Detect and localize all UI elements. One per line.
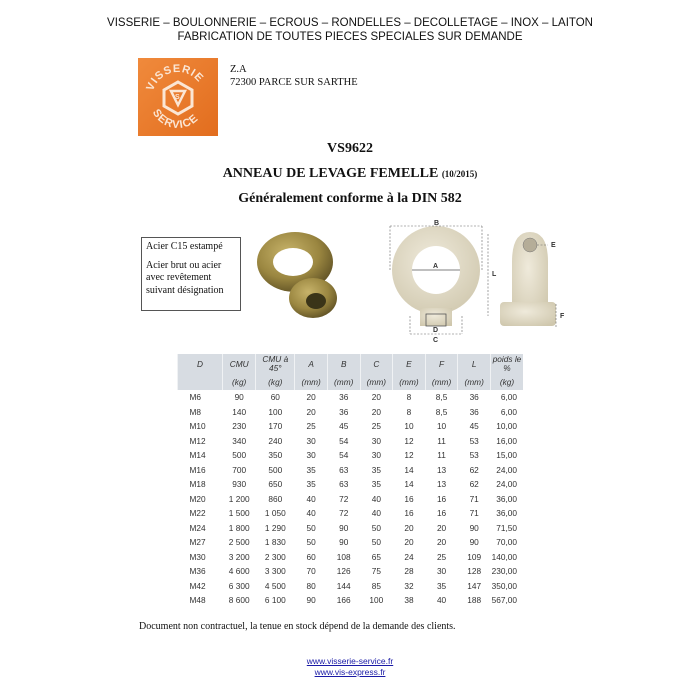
col-unit — [178, 374, 223, 390]
table-cell: 930 — [232, 479, 247, 490]
table-cell: M20 — [189, 493, 206, 504]
table-cell: 54 — [339, 435, 349, 446]
table-row — [178, 535, 524, 550]
table-cell: 90 — [469, 537, 479, 548]
table-cell: M42 — [189, 580, 206, 591]
svg-text:SERVICE: SERVICE — [149, 107, 201, 132]
table-cell: 70 — [306, 566, 316, 577]
table-cell: 90 — [339, 522, 349, 533]
table-row — [178, 448, 524, 463]
table-cell: 8 600 — [228, 595, 250, 606]
table-cell: M30 — [189, 551, 206, 562]
table-cell: 70,00 — [496, 537, 517, 548]
specifications-table — [177, 354, 523, 608]
table-cell: 1 830 — [264, 537, 286, 548]
table-cell: 1 200 — [228, 493, 250, 504]
table-cell: 11 — [437, 435, 446, 446]
table-cell: 14 — [404, 479, 414, 490]
table-cell: M27 — [189, 537, 206, 548]
table-cell: 38 — [404, 595, 414, 606]
table-cell: 50 — [371, 537, 381, 548]
visserie-service-logo-icon — [138, 58, 218, 136]
header-line-1: VISSERIE – BOULONNERIE – ECROUS – RONDELLES – DECOLLETAGE – INOX – LAITON — [107, 17, 593, 29]
table-cell: 36,00 — [496, 493, 517, 504]
table-cell: 60 — [306, 551, 316, 562]
table-header-row — [178, 354, 524, 374]
svg-text:D: D — [433, 327, 439, 334]
table-cell: 8,5 — [435, 392, 448, 403]
table-cell: 8 — [406, 392, 412, 403]
table-row — [178, 550, 524, 565]
table-cell: 36 — [339, 392, 349, 403]
table-row — [178, 593, 524, 608]
table-cell: 12 — [404, 450, 414, 461]
table-cell: 24,00 — [496, 479, 517, 490]
table-cell: 45 — [469, 421, 479, 432]
table-cell: 90 — [234, 392, 244, 403]
table-row — [178, 506, 524, 521]
col-header: D — [178, 354, 223, 374]
table-cell: 85 — [371, 580, 381, 591]
table-cell: 860 — [268, 493, 283, 504]
table-cell: 36 — [339, 406, 349, 417]
material-line-2: Acier brut ou acier avec revêtement suivant désignation — [146, 259, 224, 296]
table-cell: 13 — [436, 464, 447, 475]
product-name-text: ANNEAU DE LEVAGE FEMELLE — [222, 166, 439, 181]
table-cell: 35 — [436, 580, 447, 591]
table-cell: 50 — [371, 522, 381, 533]
table-cell: 35 — [306, 464, 316, 475]
table-cell: 20 — [436, 522, 447, 533]
table-cell: 62 — [469, 464, 479, 475]
dimension-drawing — [370, 212, 580, 342]
table-cell: 25 — [306, 421, 316, 432]
table-cell: 25 — [436, 551, 447, 562]
table-cell: 3 200 — [228, 551, 250, 562]
table-cell: 36 — [469, 392, 479, 403]
table-cell: M14 — [189, 450, 206, 461]
footer-links — [0, 656, 700, 677]
table-cell: 30 — [306, 450, 316, 461]
table-cell: 14 — [404, 464, 414, 475]
col-unit: (mm) — [295, 374, 328, 390]
table-cell: 109 — [467, 551, 482, 562]
col-unit: (mm) — [458, 374, 491, 390]
table-cell: 188 — [467, 595, 482, 606]
table-cell: 567,00 — [491, 595, 517, 606]
table-row — [178, 434, 524, 449]
table-cell: 75 — [371, 566, 381, 577]
table-cell: 25 — [371, 421, 381, 432]
table-cell: 140,00 — [491, 551, 517, 562]
col-unit: (mm) — [393, 374, 426, 390]
table-cell: 71 — [469, 508, 479, 519]
table-cell: M48 — [189, 595, 206, 606]
table-cell: 90 — [339, 537, 349, 548]
table-cell: 12 — [404, 435, 414, 446]
table-cell: M12 — [189, 435, 206, 446]
table-cell: 53 — [469, 435, 479, 446]
table-cell: 10 — [404, 421, 414, 432]
table-cell: M36 — [189, 566, 206, 577]
svg-text:E: E — [551, 242, 556, 249]
table-cell: M22 — [189, 508, 206, 519]
table-cell: 6 100 — [264, 595, 286, 606]
table-cell: 166 — [336, 595, 351, 606]
table-cell: 62 — [469, 479, 479, 490]
table-cell: 1 800 — [228, 522, 250, 533]
table-cell: 140 — [232, 406, 247, 417]
table-cell: M18 — [189, 479, 206, 490]
table-cell: 650 — [268, 479, 283, 490]
product-standard: Généralement conforme à la DIN 582 — [238, 191, 462, 206]
col-header: A — [295, 354, 328, 374]
table-cell: 35 — [371, 464, 381, 475]
table-cell: 50 — [306, 522, 316, 533]
col-header: L — [458, 354, 491, 374]
table-units-row — [178, 374, 524, 390]
svg-text:VISSERIE: VISSERIE — [144, 62, 206, 93]
table-cell: 147 — [467, 580, 482, 591]
table-cell: 500 — [232, 450, 247, 461]
table-row — [178, 579, 524, 594]
table-cell: 13 — [436, 479, 447, 490]
table-row — [178, 405, 524, 420]
table-cell: 2 300 — [264, 551, 286, 562]
table-cell: 6,00 — [500, 406, 517, 417]
table-cell: 2 500 — [228, 537, 250, 548]
table-cell: 1 050 — [264, 508, 286, 519]
table-cell: 36,00 — [496, 508, 517, 519]
product-name — [0, 166, 700, 182]
table-cell: 63 — [339, 479, 349, 490]
table-cell: 71,50 — [496, 522, 517, 533]
table-cell: 20 — [404, 537, 414, 548]
table-cell: 20 — [371, 392, 381, 403]
table-cell: 10 — [436, 421, 447, 432]
table-row — [178, 564, 524, 579]
col-unit: (kg) — [491, 374, 524, 390]
disclaimer-note: Document non contractuel, la tenue en stock dépend de la demande des clients. — [139, 621, 456, 632]
col-unit: (kg) — [256, 374, 295, 390]
table-cell: 170 — [268, 421, 283, 432]
svg-text:A: A — [433, 263, 439, 270]
header-line-2: FABRICATION DE TOUTES PIECES SPECIALES SUR DEMANDE — [177, 31, 523, 43]
table-cell: 16 — [436, 493, 447, 504]
table-cell: 32 — [404, 580, 414, 591]
table-cell: 11 — [437, 450, 446, 461]
company-logo — [138, 58, 218, 136]
address-block — [230, 63, 358, 89]
table-cell: 4 500 — [264, 580, 286, 591]
table-cell: 24,00 — [496, 464, 517, 475]
table-cell: M6 — [189, 392, 202, 403]
table-cell: 24 — [404, 551, 414, 562]
product-date: (10/2015) — [441, 169, 478, 179]
table-cell: 16,00 — [496, 435, 517, 446]
table-cell: M8 — [189, 406, 202, 417]
table-cell: 340 — [232, 435, 247, 446]
table-cell: 10,00 — [496, 421, 517, 432]
table-cell: 53 — [469, 450, 479, 461]
table-cell: 20 — [306, 392, 316, 403]
table-cell: 144 — [336, 580, 351, 591]
table-cell: 40 — [371, 508, 381, 519]
table-cell: 128 — [467, 566, 482, 577]
table-cell: 71 — [469, 493, 479, 504]
table-cell: 50 — [306, 537, 316, 548]
table-cell: 8,5 — [435, 406, 448, 417]
table-cell: 350,00 — [491, 580, 517, 591]
table-cell: 16 — [404, 508, 414, 519]
table-cell: 8 — [406, 406, 412, 417]
table-row — [178, 419, 524, 434]
table-cell: 54 — [339, 450, 349, 461]
table-cell: 72 — [339, 493, 349, 504]
table-cell: 40 — [306, 508, 316, 519]
table-cell: 30 — [306, 435, 316, 446]
table-row — [178, 521, 524, 536]
table-cell: 20 — [306, 406, 316, 417]
table-row — [178, 492, 524, 507]
link-visserie-service[interactable]: www.visserie-service.fr — [306, 656, 394, 666]
table-cell: 35 — [371, 479, 381, 490]
svg-text:F: F — [560, 313, 565, 320]
page-header — [0, 16, 700, 44]
table-cell: 16 — [436, 508, 447, 519]
table-cell: 1 290 — [264, 522, 286, 533]
table-cell: 500 — [268, 464, 283, 475]
table-cell: 80 — [306, 580, 316, 591]
col-header: B — [327, 354, 360, 374]
table-cell: 100 — [369, 595, 384, 606]
table-cell: 240 — [268, 435, 283, 446]
eye-nut-photo-icon — [233, 222, 363, 322]
table-cell: 36 — [469, 406, 479, 417]
table-cell: 28 — [404, 566, 414, 577]
link-vis-express[interactable]: www.vis-express.fr — [314, 666, 386, 677]
table-cell: 40 — [371, 493, 381, 504]
table-row — [178, 477, 524, 492]
table-cell: 4 600 — [228, 566, 250, 577]
table-cell: 90 — [306, 595, 316, 606]
address-line-2: 72300 PARCE SUR SARTHE — [230, 77, 358, 88]
table-cell: 350 — [268, 450, 283, 461]
table-cell: 16 — [404, 493, 414, 504]
address-line-1: Z.A — [230, 64, 247, 75]
col-header: F — [425, 354, 458, 374]
table-cell: 700 — [232, 464, 247, 475]
table-cell: 6,00 — [500, 392, 517, 403]
table-cell: 20 — [371, 406, 381, 417]
table-cell: M24 — [189, 522, 206, 533]
table-cell: 20 — [436, 537, 447, 548]
table-cell: 90 — [469, 522, 479, 533]
svg-text:C: C — [433, 337, 439, 342]
table-row — [178, 390, 524, 405]
col-unit: (mm) — [425, 374, 458, 390]
table-cell: 15,00 — [496, 450, 517, 461]
material-box — [141, 237, 241, 311]
table-cell: 3 300 — [264, 566, 286, 577]
col-header: CMU à 45° — [256, 354, 295, 374]
table-cell: 108 — [336, 551, 351, 562]
material-line-1: Acier C15 estampé — [146, 241, 223, 252]
col-header: poids le % — [491, 354, 524, 374]
table-cell: 100 — [268, 406, 283, 417]
col-unit: (kg) — [223, 374, 256, 390]
col-header: CMU — [223, 354, 256, 374]
dimension-diagram-icon — [370, 212, 580, 342]
svg-text:L: L — [492, 271, 497, 278]
table-cell: M10 — [189, 421, 206, 432]
table-cell: 40 — [436, 595, 447, 606]
table-cell: 1 500 — [228, 508, 250, 519]
table-cell: 30 — [371, 450, 381, 461]
table-cell: 230,00 — [491, 566, 517, 577]
table-cell: 35 — [306, 479, 316, 490]
table-cell: 230 — [232, 421, 247, 432]
table-cell: 40 — [306, 493, 316, 504]
table-cell: 20 — [404, 522, 414, 533]
table-cell: M16 — [189, 464, 206, 475]
svg-text:S: S — [175, 94, 180, 101]
table-cell: 6 300 — [228, 580, 250, 591]
table-cell: 45 — [339, 421, 349, 432]
col-header: E — [393, 354, 426, 374]
col-header: C — [360, 354, 393, 374]
table-cell: 63 — [339, 464, 349, 475]
col-unit: (mm) — [327, 374, 360, 390]
svg-text:B: B — [434, 220, 440, 227]
table-cell: 65 — [371, 551, 381, 562]
table-cell: 30 — [371, 435, 381, 446]
product-code: VS9622 — [327, 141, 373, 156]
table-cell: 72 — [339, 508, 349, 519]
table-body — [178, 390, 524, 608]
table-cell: 60 — [270, 392, 280, 403]
table-cell: 30 — [436, 566, 447, 577]
table-row — [178, 463, 524, 478]
table-cell: 126 — [336, 566, 351, 577]
col-unit: (mm) — [360, 374, 393, 390]
product-photo — [233, 222, 363, 322]
